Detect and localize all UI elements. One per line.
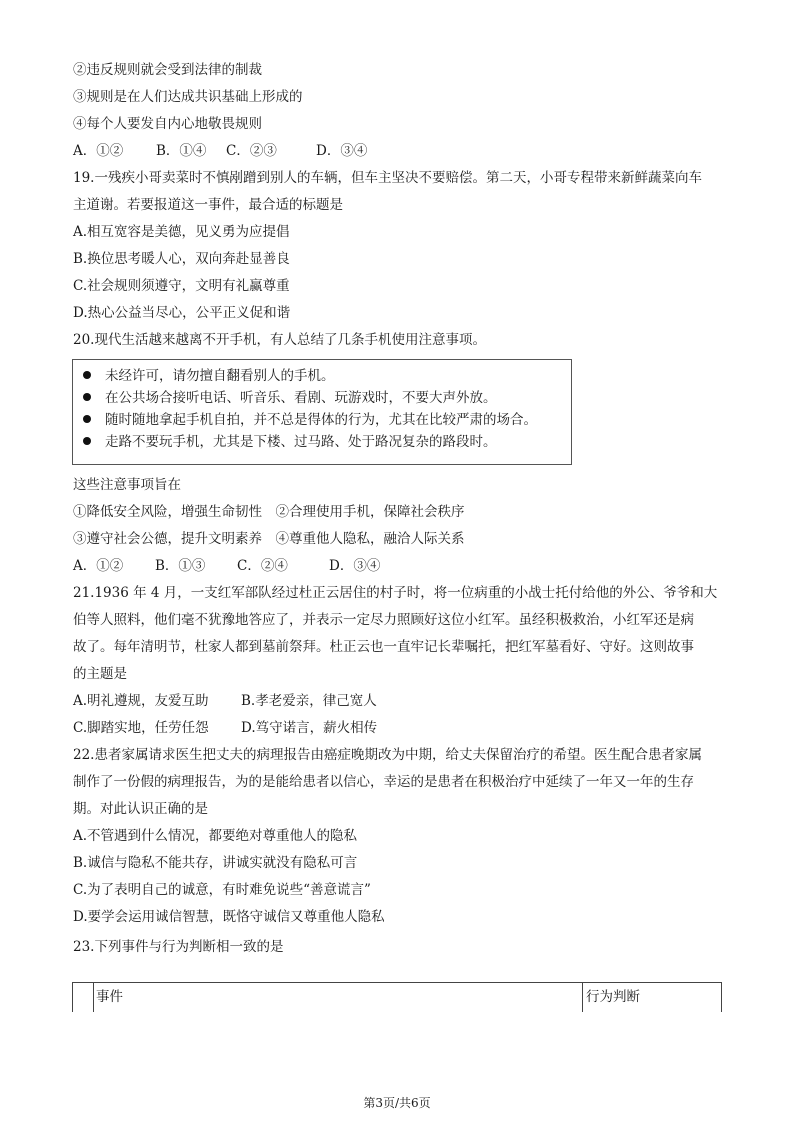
q20-answer-a[interactable]: A．①② (73, 558, 124, 574)
q20-answer-c[interactable]: C．②④ (237, 558, 288, 574)
table-header-event: 事件 (94, 983, 583, 1012)
q21-stem-line4: 的主题是 (73, 666, 127, 682)
q20-answer-b[interactable]: B．①③ (155, 558, 206, 574)
tip-text: 走路不要玩手机，尤其是下楼、过马路、处于路况复杂的路段时。 (105, 434, 497, 450)
q21-option-a[interactable]: A.明礼遵规，友爱互助 (73, 693, 209, 709)
q22-stem-line1: 22.患者家属请求医生把丈夫的病理报告由癌症晚期改为中期，给丈夫保留治疗的希望。医生配合患者家属 (73, 747, 702, 763)
tip-text: 在公共场合接听电话、听音乐、看剧、玩游戏时，不要大声外放。 (105, 390, 497, 406)
q20-answers (73, 556, 380, 576)
q22-option-a[interactable]: A.不管遇到什么情况，都要绝对尊重他人的隐私 (73, 828, 358, 844)
q21-option-b[interactable]: B.孝老爱亲，律己宽人 (241, 693, 377, 709)
tip-item (83, 410, 537, 430)
q19-option-d[interactable]: D.热心公益当尽心，公平正义促和谐 (73, 305, 291, 321)
bullet-icon (83, 437, 91, 445)
page-footer: 第3页/共6页 (363, 1096, 431, 1110)
q21-options-ab (73, 691, 377, 711)
bullet-icon (83, 415, 91, 423)
q22-option-d[interactable]: D.要学会运用诚信智慧，既恪守诚信又尊重他人隐私 (73, 909, 385, 925)
tip-item (83, 366, 335, 386)
q19-option-c[interactable]: C.社会规则须遵守，文明有礼赢尊重 (73, 278, 290, 294)
q19-stem-line2: 主道谢。若要报道这一事件，最合适的标题是 (73, 197, 343, 213)
q18-answer-b[interactable]: B．①④ (156, 143, 207, 159)
phone-tips-box (72, 359, 572, 465)
q18-answer-a[interactable]: A．①② (73, 143, 124, 159)
q18-answer-d[interactable]: D．③④ (316, 143, 368, 159)
q21-stem-line2: 伯等人照料，他们毫不犹豫地答应了，并表示一定尽力照顾好这位小红军。虽经积极救治，小红军还是病 (73, 612, 694, 628)
q21-stem-line1: 21.1936 年 4 月，一支红军部队经过杜正云居住的村子时，将一位病重的小战士托付给他的外公、爷爷和大 (73, 585, 718, 601)
q19-option-a[interactable]: A.相互宽容是美德，见义勇为应提倡 (73, 224, 290, 240)
q18-answer-c[interactable]: C．②③ (226, 143, 277, 159)
table-index-cell (73, 983, 94, 1012)
bullet-icon (83, 371, 91, 379)
tip-text: 未经许可，请勿擅自翻看别人的手机。 (105, 368, 335, 384)
q21-option-d[interactable]: D.笃守诺言，薪火相传 (241, 720, 378, 736)
q18-option-3: ③规则是在人们达成共识基础上形成的 (73, 89, 303, 105)
q20-answer-d[interactable]: D．③④ (329, 558, 381, 574)
q22-stem-line2: 制作了一份假的病理报告，为的是能给患者以信心，幸运的是患者在积极治疗中延续了一年又一年的生存 (73, 774, 694, 790)
tip-text: 随时随地拿起手机自拍，并不总是得体的行为，尤其在比较严肃的场合。 (105, 412, 537, 428)
q20-lead: 这些注意事项旨在 (73, 477, 181, 493)
q19-option-b[interactable]: B.换位思考暖人心，双向奔赴显善良 (73, 251, 290, 267)
q21-options-cd (73, 718, 377, 738)
tip-item (83, 388, 497, 408)
q20-statements-row2: ③遵守社会公德，提升文明素养 ④尊重他人隐私，融洽人际关系 (73, 531, 465, 547)
q20-stem: 20.现代生活越来越离不开手机，有人总结了几条手机使用注意事项。 (73, 332, 486, 348)
bullet-icon (83, 393, 91, 401)
table-header-judgement: 行为判断 (586, 989, 640, 1005)
q19-stem-line1: 19.一残疾小哥卖菜时不慎剐蹭到别人的车辆，但车主坚决不要赔偿。第二天，小哥专程带来新鲜蔬菜向车 (73, 170, 702, 186)
q22-option-c[interactable]: C.为了表明自己的诚意，有时难免说些“善意谎言” (73, 882, 371, 898)
q23-table (72, 982, 722, 1012)
q23-stem: 23.下列事件与行为判断相一致的是 (73, 939, 284, 955)
q18-option-2: ②违反规则就会受到法律的制裁 (73, 62, 262, 78)
q20-statements-row1: ①降低安全风险，增强生命韧性 ②合理使用手机，保障社会秩序 (73, 504, 465, 520)
q18-answers (73, 141, 367, 161)
q21-option-c[interactable]: C.脚踏实地，任劳任怨 (73, 720, 209, 736)
q22-stem-line3: 期。对此认识正确的是 (73, 801, 208, 817)
tip-item (83, 432, 497, 452)
q18-option-4: ④每个人要发自内心地敬畏规则 (73, 116, 262, 132)
q21-stem-line3: 故了。每年清明节，杜家人都到墓前祭拜。杜正云也一直牢记长辈嘱托，把红军墓看好、守好。这则故事 (73, 639, 694, 655)
q22-option-b[interactable]: B.诚信与隐私不能共存，讲诚实就没有隐私可言 (73, 855, 358, 871)
